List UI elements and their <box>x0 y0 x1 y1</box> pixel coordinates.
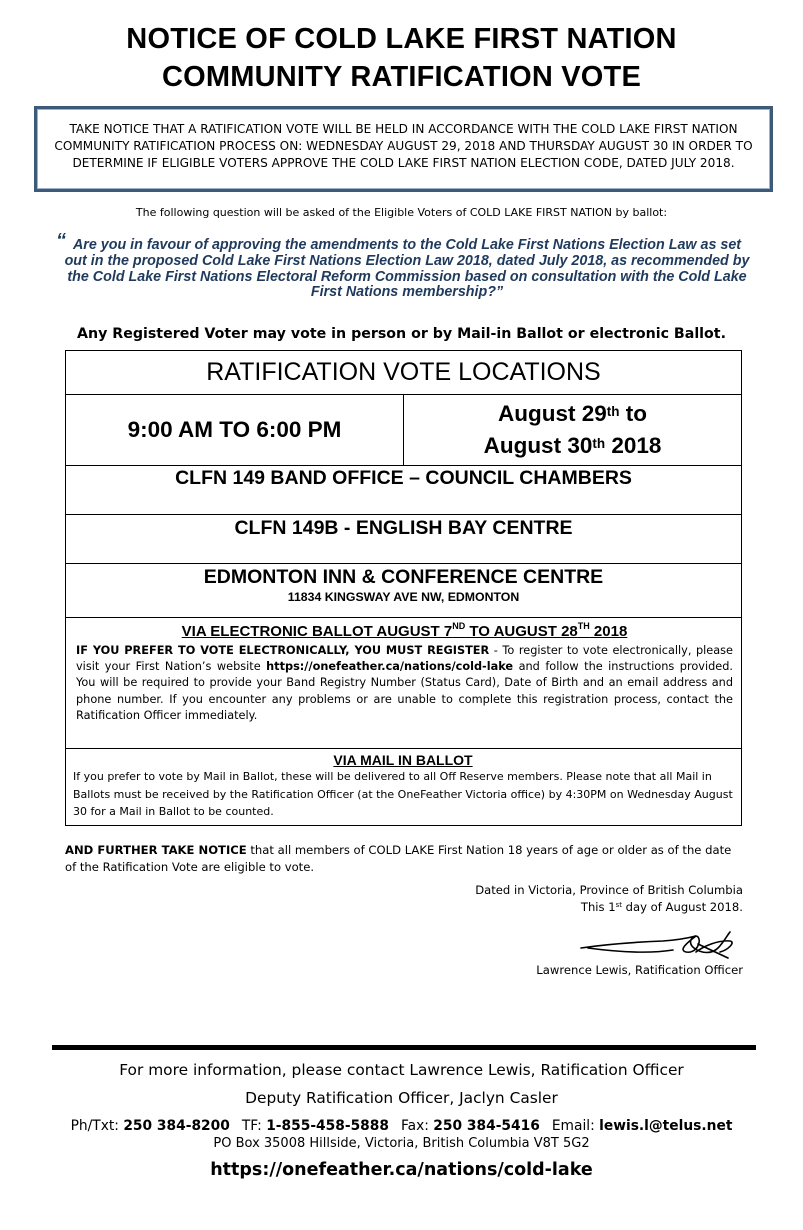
dated-block <box>475 882 743 916</box>
dated-day-text: This 1 <box>580 900 616 914</box>
signature-image <box>578 928 743 962</box>
instructions-text: and follow the instructions provided. You will be required to provide your Band Registry Number (Status Card), Date of Birth and an email address and phone number. If you encounter any problems or are unable to complete this registration process, contact the Ratification Officer immediately. <box>76 660 733 722</box>
location-name: CLFN 149B - ENGLISH BAY CENTRE <box>234 517 573 539</box>
vote-times-row <box>65 394 742 466</box>
ballot-question-text: Are you in favour of approving the amendments to the Cold Lake First Nations Election Law as set out in the proposed Cold Lake First Nations Election Law 2018, dated July 2018, as recommended by the Cold Lake First Nations Electoral Reform Commission based on consultation with the Cold Lake First Nations membership?” <box>64 237 750 301</box>
title-line-1: NOTICE OF COLD LAKE FIRST NATION <box>126 23 677 55</box>
email-label: Email: <box>551 1118 600 1134</box>
mail-ballot-section <box>65 748 742 826</box>
location-row-english-bay <box>65 514 742 564</box>
electronic-ballot-heading <box>76 623 733 640</box>
fax-number: 250 384-5416 <box>433 1118 540 1134</box>
eligibility-text: that all members of COLD LAKE First Nation 18 years of age or older as of the date of the Ratification Vote are eligible to vote. <box>65 843 732 874</box>
tollfree-label: TF: <box>241 1118 267 1134</box>
mail-ballot-text: If you prefer to vote by Mail in Ballot, these will be delivered to all Off Reserve members. Please note that all Mail in Ballots must be received by the Ratification Officer (at the OneFeather Victoria office) by 4:30PM on Wednesday August 30 for a Mail in Ballot to be counted. <box>73 770 733 818</box>
dated-day <box>475 899 743 916</box>
mail-ballot-heading: VIA MAIL IN BALLOT <box>333 752 473 768</box>
heading-text: 2018 <box>589 623 628 640</box>
footer-website-link[interactable]: https://onefeather.ca/nations/cold-lake <box>210 1160 593 1180</box>
electronic-ballot-section <box>65 617 742 749</box>
signer-name: Lawrence Lewis, Ratification Officer <box>536 963 743 977</box>
open-quote-mark: “ <box>56 230 66 252</box>
date-line2-text: August 30 <box>483 433 593 458</box>
heading-text: VIA ELECTRONIC BALLOT AUGUST 7 <box>181 623 453 640</box>
location-row-band-office <box>65 465 742 515</box>
registration-link[interactable]: https://onefeather.ca/nations/cold-lake <box>266 660 514 674</box>
phone-label: Ph/Txt: <box>70 1118 124 1134</box>
register-requirement: IF YOU PREFER TO VOTE ELECTRONICALLY, YOU MUST REGISTER <box>76 644 490 657</box>
instructions-text: - To register to vote electronically, please visit your First Nation’s website <box>76 644 734 674</box>
voting-methods-statement: Any Registered Voter may vote in person or by Mail-in Ballot or electronic Ballot. <box>77 326 726 342</box>
date-line2-sup: th <box>592 436 606 451</box>
vote-dates <box>404 395 741 465</box>
eligibility-lead: AND FURTHER TAKE NOTICE <box>65 843 247 857</box>
location-address: 11834 KINGSWAY AVE NW, EDMONTON <box>287 590 520 604</box>
dated-place: Dated in Victoria, Province of British Columbia <box>475 883 743 897</box>
locations-heading: RATIFICATION VOTE LOCATIONS <box>65 350 742 395</box>
heading-sup: TH <box>577 621 590 631</box>
ballot-question <box>56 230 752 301</box>
location-row-edmonton-inn <box>65 563 742 618</box>
footer-divider <box>52 1045 756 1050</box>
date-line1-sup: th <box>606 404 620 419</box>
dated-day-text: day of August 2018. <box>621 900 743 914</box>
footer-phone-line <box>0 1118 803 1134</box>
tollfree-number[interactable]: 1-855-458-5888 <box>266 1118 389 1134</box>
fax-label: Fax: <box>400 1118 434 1134</box>
question-intro: The following question will be asked of the Eligible Voters of COLD LAKE FIRST NATION by ballot: <box>135 206 668 219</box>
location-name: CLFN 149 BAND OFFICE – COUNCIL CHAMBERS <box>175 467 632 489</box>
heading-sup: ND <box>452 621 466 631</box>
location-name: EDMONTON INN & CONFERENCE CENTRE <box>203 566 604 588</box>
footer-contact-line: For more information, please contact Lawrence Lewis, Ratification Officer <box>119 1061 684 1079</box>
footer-deputy-line: Deputy Ratification Officer, Jaclyn Casler <box>245 1089 558 1107</box>
page-title <box>0 20 803 96</box>
date-line1-post: to <box>619 401 647 426</box>
electronic-ballot-instructions <box>76 643 733 724</box>
phone-number[interactable]: 250 384-8200 <box>123 1118 230 1134</box>
dated-day-sup: st <box>615 901 622 909</box>
heading-text: TO AUGUST 28 <box>465 623 578 640</box>
email-link[interactable]: lewis.l@telus.net <box>599 1118 733 1134</box>
date-line1-text: August 29 <box>497 401 607 426</box>
date-line2-post: 2018 <box>605 433 662 458</box>
eligibility-notice <box>65 842 745 876</box>
vote-hours: 9:00 AM TO 6:00 PM <box>66 395 404 465</box>
footer-address: PO Box 35008 Hillside, Victoria, British Columbia V8T 5G2 <box>213 1136 590 1151</box>
notice-box: TAKE NOTICE THAT A RATIFICATION VOTE WILL BE HELD IN ACCORDANCE WITH THE COLD LAKE FIRST NATION COMMUNITY RATIFICATION PROCESS ON: WEDNESDAY AUGUST 29, 2018 AND THURSDAY AUGUST 30 IN ORDER TO DETERMINE IF ELIGIBLE VOTERS APPROVE THE COLD LAKE FIRST NATION ELECTION CODE, DATED JULY 2018. <box>34 106 773 192</box>
title-line-2: COMMUNITY RATIFICATION VOTE <box>161 61 642 93</box>
